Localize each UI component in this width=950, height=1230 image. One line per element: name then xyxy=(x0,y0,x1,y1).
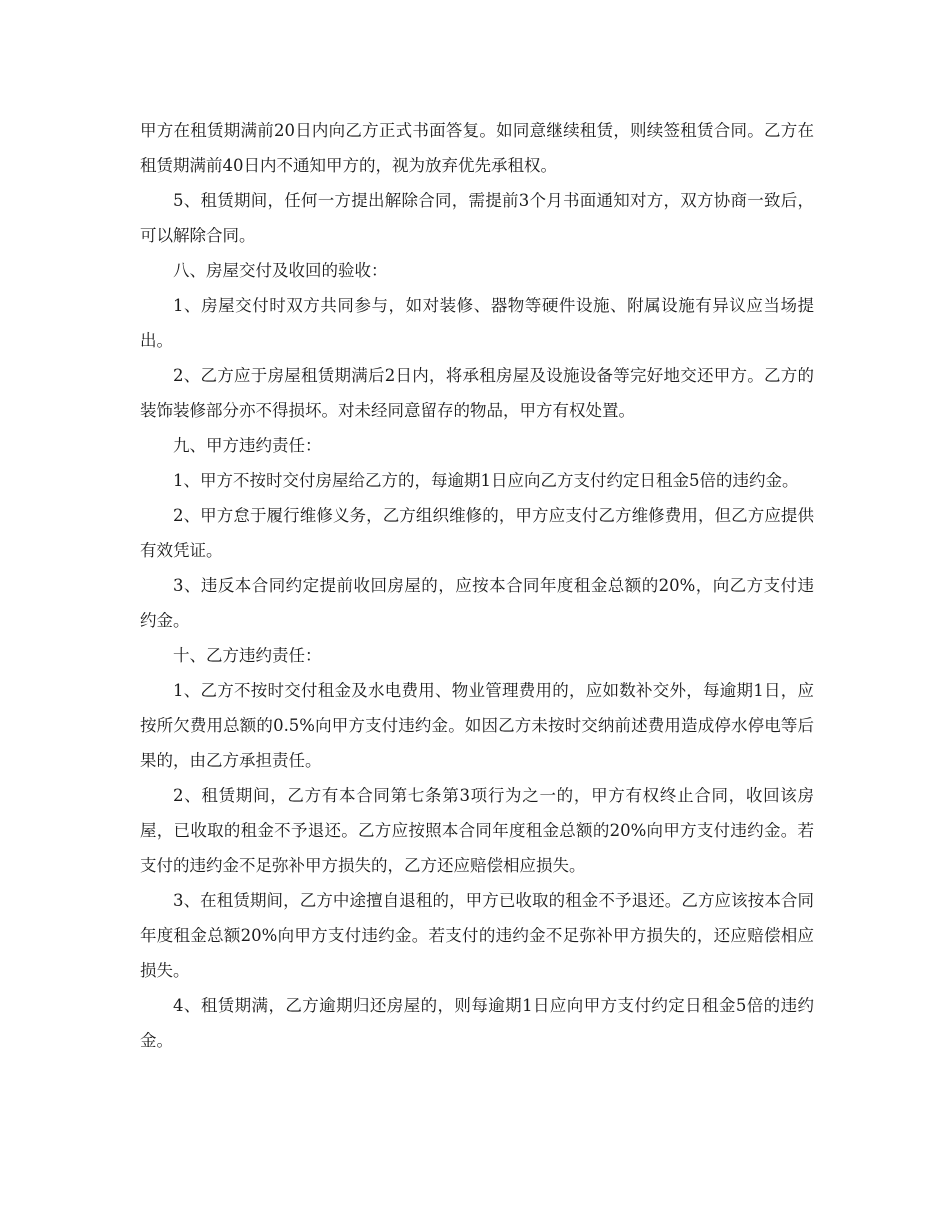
paragraph-clause: 5、租赁期间，任何一方提出解除合同，需提前3个月书面通知对方，双方协商一致后，可以解除合同。 xyxy=(140,191,814,245)
paragraph-clause: 4、租赁期满，乙方逾期归还房屋的，则每逾期1日应向甲方支付约定日租金5倍的违约金。 xyxy=(140,996,814,1050)
paragraph-clause: 3、违反本合同约定提前收回房屋的，应按本合同年度租金总额的20%，向乙方支付违约金。 xyxy=(140,576,814,630)
section-heading: 十、乙方违约责任： xyxy=(173,646,322,665)
section-heading: 九、甲方违约责任： xyxy=(173,436,322,455)
paragraph-clause: 1、乙方不按时交付租金及水电费用、物业管理费用的，应如数补交外，每逾期1日，应按所欠费用总额的0.5%向甲方支付违约金。如因乙方未按时交纳前述费用造成停水停电等后果的，由乙方承担责任。 xyxy=(140,681,814,770)
paragraph-clause: 2、乙方应于房屋租赁期满后2日内，将承租房屋及设施设备等完好地交还甲方。乙方的装饰装修部分亦不得损坏。对未经同意留存的物品，甲方有权处置。 xyxy=(140,366,814,420)
paragraph-clause: 2、租赁期间，乙方有本合同第七条第3项行为之一的，甲方有权终止合同，收回该房屋，已收取的租金不予退还。乙方应按照本合同年度租金总额的20%向甲方支付违约金。若支付的违约金不足弥补甲方损失的，乙方还应赔偿相应损失。 xyxy=(140,786,814,875)
paragraph-clause: 3、在租赁期间，乙方中途擅自退租的，甲方已收取的租金不予退还。乙方应该按本合同年度租金总额20%向甲方支付违约金。若支付的违约金不足弥补甲方损失的，还应赔偿相应损失。 xyxy=(140,891,814,980)
paragraph-clause: 1、房屋交付时双方共同参与，如对装修、器物等硬件设施、附属设施有异议应当场提出。 xyxy=(140,296,814,350)
section-heading: 八、房屋交付及收回的验收： xyxy=(173,261,388,280)
paragraph-continuation: 甲方在租赁期满前20日内向乙方正式书面答复。如同意继续租赁，则续签租赁合同。乙方在租赁期满前40日内不通知甲方的，视为放弃优先承租权。 xyxy=(140,121,814,175)
paragraph-clause: 1、甲方不按时交付房屋给乙方的，每逾期1日应向乙方支付约定日租金5倍的违约金。 xyxy=(173,471,799,490)
paragraph-clause: 2、甲方怠于履行维修义务，乙方组织维修的，甲方应支付乙方维修费用，但乙方应提供有效凭证。 xyxy=(140,506,814,560)
document-body xyxy=(140,113,814,1058)
